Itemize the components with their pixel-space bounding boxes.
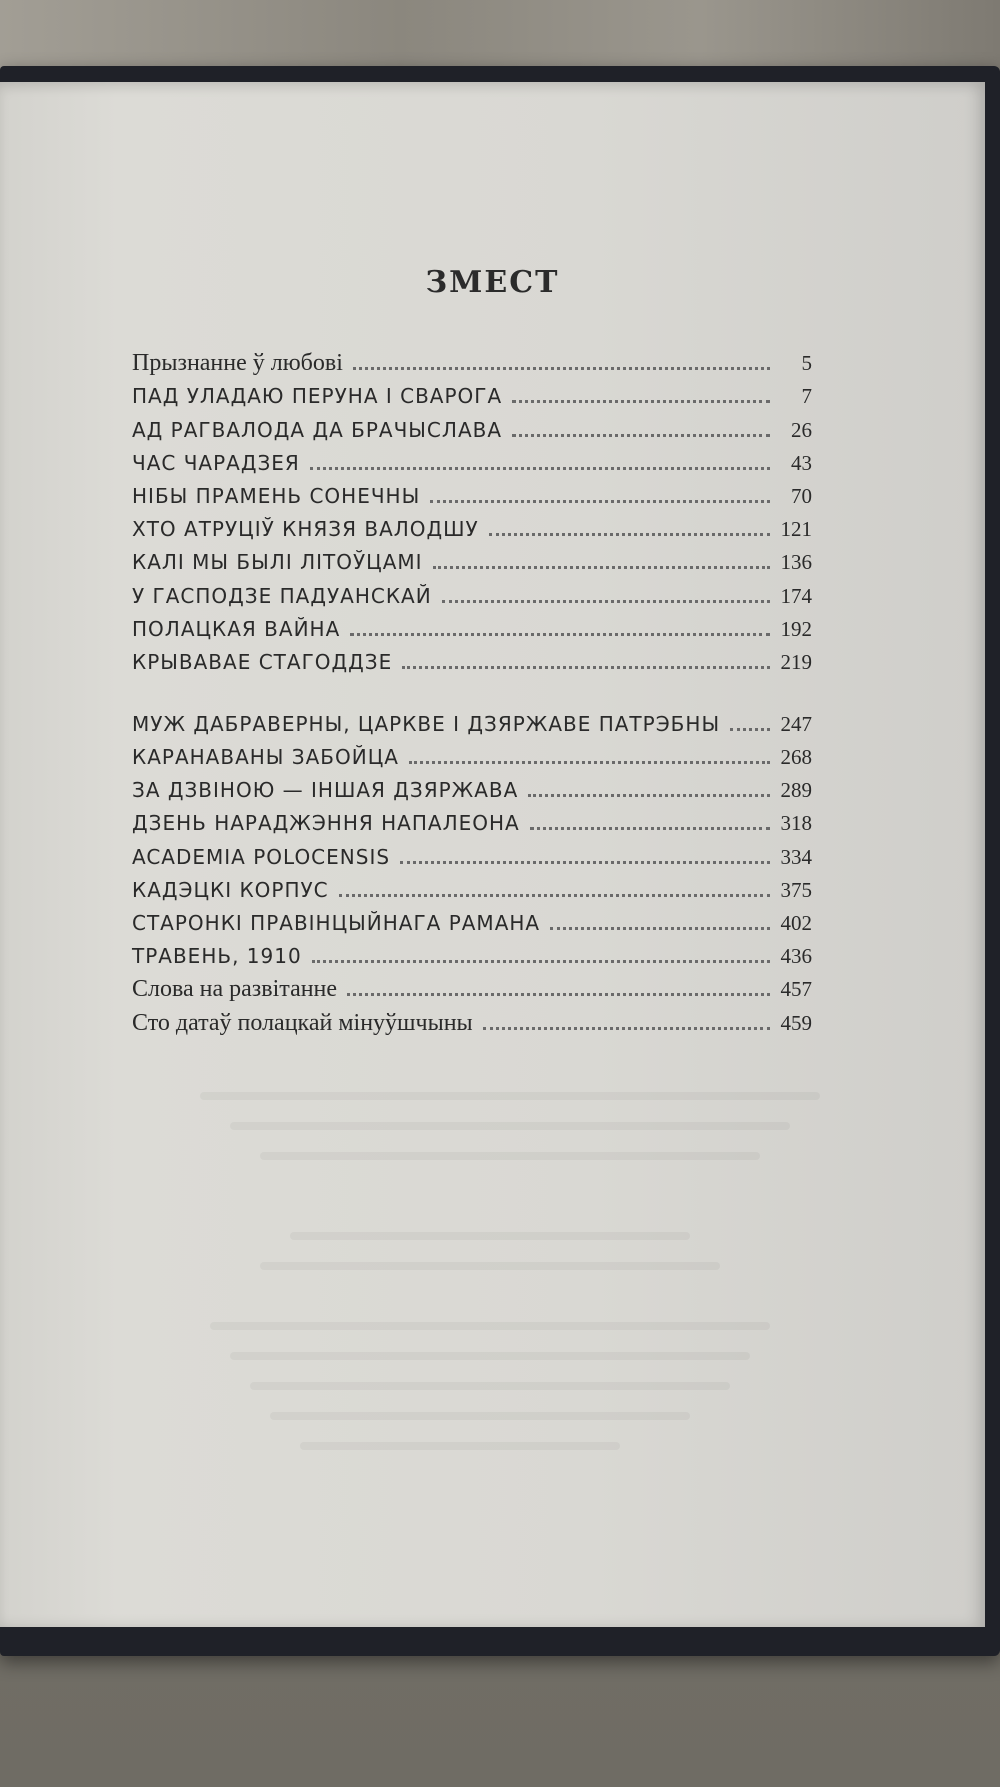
toc-entry-page: 334 — [780, 844, 812, 869]
show-through-text — [210, 1322, 770, 1330]
toc-entry — [132, 739, 812, 772]
toc-entry-title: ПАД УЛАДАЮ ПЕРУНА І СВАРОГА — [132, 384, 503, 409]
show-through-text — [290, 1232, 690, 1240]
toc-entry-page: 375 — [780, 877, 812, 902]
toc-entry-title: Сто датаў полацкай мінуўшчыны — [132, 1009, 473, 1036]
dot-leader — [489, 533, 770, 536]
toc-entry-title: АД РАГВАЛОДА ДА БРАЧЫСЛАВА — [132, 417, 503, 442]
dot-leader — [512, 400, 770, 403]
toc-entry — [132, 378, 812, 411]
dot-leader — [312, 960, 770, 963]
toc-entry — [132, 938, 812, 971]
toc-entry — [132, 644, 812, 677]
dot-leader — [350, 633, 770, 636]
dot-leader — [512, 434, 770, 437]
dot-leader — [310, 467, 770, 470]
table-of-contents — [132, 345, 812, 1038]
toc-entry-title: МУЖ ДАБРАВЕРНЫ, ЦАРКВЕ І ДЗЯРЖАВЕ ПАТРЭБНЫ — [132, 711, 721, 736]
toc-entry-title: ЧАС ЧАРАДЗЕЯ — [132, 450, 300, 475]
toc-entry-page: 318 — [780, 811, 812, 836]
toc-entry-title: ACADEMIA POLOCENSIS — [132, 844, 391, 869]
toc-entry-title: КАРАНАВАНЫ ЗАБОЙЦА — [132, 745, 399, 770]
show-through-text — [230, 1122, 790, 1130]
toc-entry-page: 26 — [791, 417, 812, 442]
dot-leader — [339, 894, 770, 897]
dot-leader — [442, 600, 770, 603]
show-through-text — [260, 1262, 720, 1270]
toc-entry — [132, 772, 812, 805]
dot-leader — [550, 927, 770, 930]
dot-leader — [483, 1027, 770, 1030]
toc-entry-page: 219 — [780, 649, 812, 674]
page-title: ЗМЕСТ — [425, 265, 560, 300]
toc-entry — [132, 1004, 812, 1037]
toc-entry — [132, 478, 812, 511]
toc-entry — [132, 511, 812, 544]
toc-entry — [132, 805, 812, 838]
toc-entry-title: ПОЛАЦКАЯ ВАЙНА — [132, 616, 341, 641]
dot-leader — [430, 500, 770, 503]
toc-entry — [132, 445, 812, 478]
dot-leader — [530, 827, 770, 830]
toc-entry-page: 43 — [791, 450, 812, 475]
toc-entry-title: КАДЭЦКІ КОРПУС — [132, 877, 329, 902]
toc-entry — [132, 411, 812, 444]
toc-entry-page: 459 — [780, 1010, 812, 1035]
show-through-text — [250, 1382, 730, 1390]
dot-leader — [347, 993, 770, 996]
show-through-text — [270, 1412, 690, 1420]
toc-entry-title: НІБЫ ПРАМЕНЬ СОНЕЧНЫ — [132, 483, 421, 508]
dot-leader — [400, 861, 770, 864]
show-through-text — [300, 1442, 620, 1450]
toc-entry-page: 402 — [780, 911, 812, 935]
toc-entry — [132, 345, 812, 378]
toc-entry — [132, 872, 812, 905]
toc-entry-title: КРЫВАВАЕ СТАГОДДЗЕ — [132, 649, 393, 674]
show-through-text — [260, 1152, 760, 1160]
toc-entry-page: 247 — [780, 711, 812, 736]
toc-entry-page: 121 — [780, 517, 812, 542]
toc-entry — [132, 905, 812, 938]
toc-entry-title: СТАРОНКІ ПРАВІНЦЫЙНАГА РАМАНА — [132, 911, 541, 935]
show-through-text — [230, 1352, 750, 1360]
dot-leader — [528, 794, 770, 797]
toc-entry-page: 136 — [780, 550, 812, 575]
toc-entry-page: 70 — [791, 483, 812, 508]
toc-entry — [132, 677, 812, 739]
dot-leader — [433, 566, 770, 569]
toc-entry-title: ДЗЕНЬ НАРАДЖЭННЯ НАПАЛЕОНА — [132, 811, 520, 836]
toc-entry — [132, 611, 812, 644]
toc-entry-title: КАЛІ МЫ БЫЛІ ЛІТОЎЦАМІ — [132, 550, 423, 575]
toc-entry — [132, 577, 812, 610]
toc-entry-title: Прызнанне ў любові — [132, 350, 343, 377]
toc-entry-title: ЗА ДЗВІНОЮ — ІНШАЯ ДЗЯРЖАВА — [132, 778, 519, 803]
toc-entry-page: 174 — [780, 583, 812, 608]
dot-leader — [730, 728, 770, 731]
toc-entry-title: ХТО АТРУЦІЎ КНЯЗЯ ВАЛОДШУ — [132, 517, 479, 542]
toc-entry-page: 457 — [780, 977, 812, 1002]
toc-entry — [132, 971, 812, 1004]
toc-entry-title: Слова на развітанне — [132, 976, 338, 1003]
dot-leader — [402, 666, 770, 669]
toc-entry-page: 268 — [780, 745, 812, 770]
toc-entry-page: 5 — [801, 351, 812, 376]
toc-entry-page: 289 — [780, 778, 812, 803]
toc-entry-title: У ГАСПОДЗЕ ПАДУАНСКАЙ — [132, 583, 432, 608]
toc-entry — [132, 838, 812, 871]
toc-entry-title: ТРАВЕНЬ, 1910 — [132, 944, 302, 969]
toc-entry-page: 192 — [780, 616, 812, 641]
show-through-text — [200, 1092, 820, 1100]
toc-entry-page: 7 — [801, 384, 812, 409]
dot-leader — [353, 367, 770, 370]
dot-leader — [409, 761, 770, 764]
toc-entry-page: 436 — [780, 944, 812, 969]
toc-entry — [132, 544, 812, 577]
